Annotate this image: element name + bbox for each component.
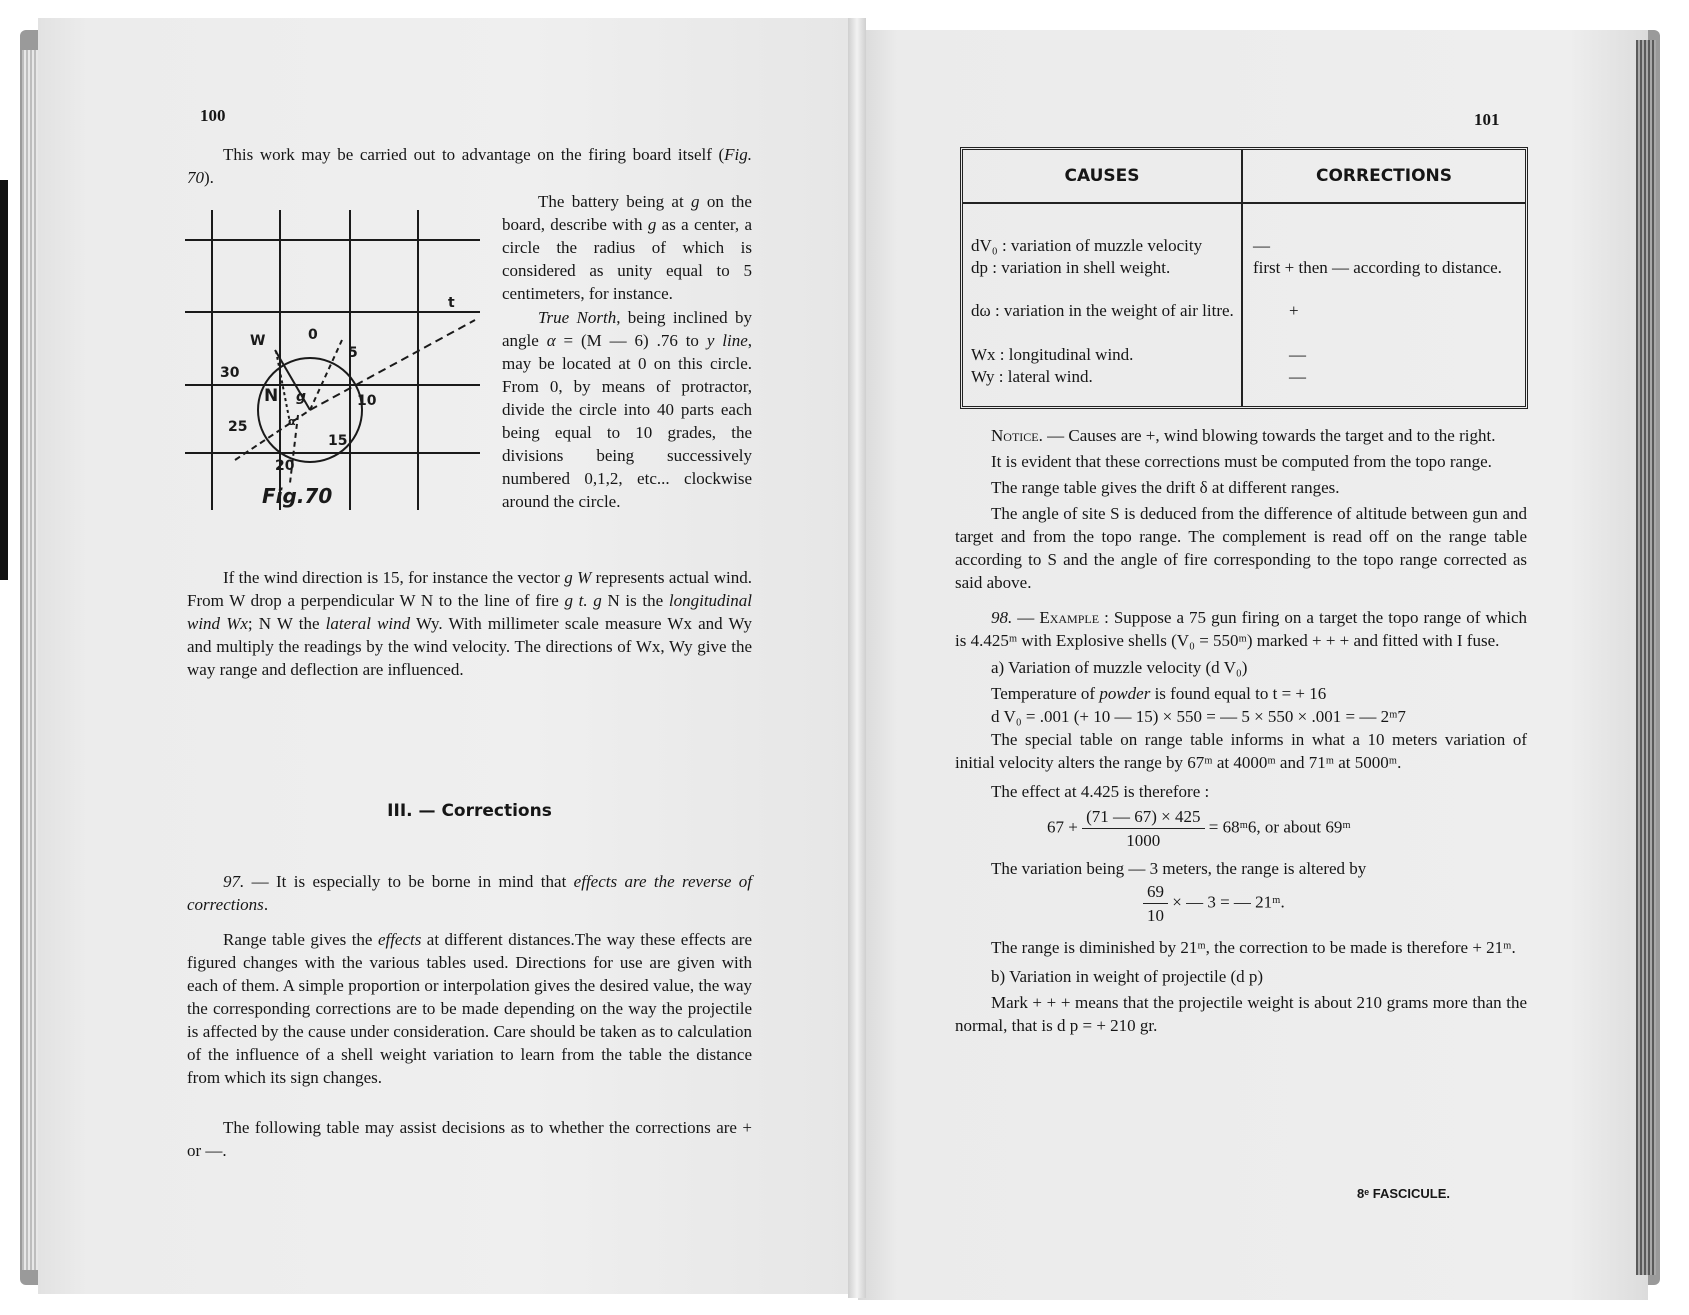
range-equation: $\frac{69}{10}$ × — 3 = — 21ᵐ. xyxy=(955,880,1527,926)
page-number-left: 100 xyxy=(200,106,226,125)
table-correction: — xyxy=(1289,367,1306,386)
battery-paragraph: The battery being at g on the board, describe with g as a center, a circle the radius of which is considered as unity equal to 5 centimeters, for instance. True North, being inclined by angle α = (M — 6) .76 to y line, may be located at 0 on this circle. From 0, by means of protractor, divide the circle into 40 parts each being equal to 10 grades, the divisions being successively numbered 0,1,2, etc... clockwise around the circle. xyxy=(502,192,753,511)
label-n: N xyxy=(264,386,279,406)
drift-paragraph: The range table gives the drift δ at different ranges. xyxy=(991,478,1340,497)
table-correction: first + then — according to distance. xyxy=(1253,258,1502,277)
example-paragraph: 98. — Example : Suppose a 75 gun firing on a target the topo range of which is 4.425ᵐ with Explosive shells (V₀ = 550ᵐ) marked + + + and fitted with I fuse. xyxy=(955,608,1527,650)
label-20: 20 xyxy=(275,458,295,474)
sub-b-heading: b) Variation in weight of projectile (d p) xyxy=(991,967,1264,986)
notice-paragraph: Notice. — Causes are +, wind blowing towards the target and to the right. xyxy=(991,426,1496,445)
section-heading: III. — Corrections xyxy=(387,801,552,821)
label-15: 15 xyxy=(328,433,348,449)
table-correction: + xyxy=(1289,301,1299,320)
right-page-edges xyxy=(1636,40,1656,1275)
label-5: 5 xyxy=(348,345,358,361)
range-table-paragraph: Range table gives the effects at different distances.The way these effects are figured changes with the various tables used. Directions for use are given with each of them. A simple proportion or interpolation gives the desired value, the way the corresponding corrections are to be made depending on the way the projectile is affected by the cause under consideration. Care should be taken as to calculation of the influence of a shell weight variation to learn from the table the distance from which its sign changes. xyxy=(187,930,752,1087)
table-correction: — xyxy=(1253,236,1270,255)
desk-edge xyxy=(0,180,8,580)
table-cause: dω : variation in the weight of air litre. xyxy=(971,301,1234,320)
intro-paragraph: This work may be carried out to advantage on the firing board itself (Fig. 70). xyxy=(187,145,752,187)
site-paragraph: The angle of site S is deduced from the difference of altitude between gun and target and from the topo range. The complement is read off on the range table according to S and the angle of fire corresponding to the topo range corrected as said above. xyxy=(955,504,1527,592)
special-table-paragraph: The special table on range table informs in what a 10 meters variation of initial velocity alters the range by 67ᵐ at 4000ᵐ and 71ᵐ at 5000ᵐ. xyxy=(955,730,1527,772)
table-column-divider xyxy=(1241,150,1243,406)
mark-paragraph: Mark + + + means that the projectile weight is about 210 grams more than the normal, that is d p = + 210 gr. xyxy=(955,993,1527,1035)
table-header-causes: CAUSES xyxy=(1064,166,1140,186)
label-30: 30 xyxy=(220,365,240,381)
label-t: t xyxy=(448,295,455,311)
evident-paragraph: It is evident that these corrections must be computed from the topo range. xyxy=(991,452,1492,471)
figure-70-diagram xyxy=(180,205,500,545)
causes-corrections-table xyxy=(960,147,1528,409)
label-w: W xyxy=(250,333,266,349)
right-page-body xyxy=(955,424,1527,1037)
label-10: 10 xyxy=(357,393,377,409)
label-0: 0 xyxy=(308,327,318,343)
diminished-paragraph: The range is diminished by 21ᵐ, the correction to be made is therefore + 21ᵐ. xyxy=(991,938,1516,957)
temperature-line: Temperature of powder is found equal to t = + 16 xyxy=(991,684,1327,703)
figure-caption: Fig.70 xyxy=(262,484,333,508)
sub-a-heading: a) Variation of muzzle velocity (d V₀) xyxy=(991,658,1248,677)
dv0-equation: d V₀ = .001 (+ 10 — 15) × 550 = — 5 × 550 × .001 = — 2ᵐ7 xyxy=(991,707,1406,726)
table-header-corrections: CORRECTIONS xyxy=(1315,166,1453,186)
label-25: 25 xyxy=(228,419,248,435)
true-north-line xyxy=(310,340,342,410)
table-cause: Wy : lateral wind. xyxy=(971,367,1093,386)
table-header-rule xyxy=(963,202,1525,204)
label-alpha: α xyxy=(288,415,296,428)
table-cause: Wx : longitudinal wind. xyxy=(971,345,1134,364)
table-cause: dp : variation in shell weight. xyxy=(971,258,1171,277)
book-spine xyxy=(848,18,866,1298)
paragraph-97: 97. — It is especially to be borne in mind that effects are the reverse of corrections. xyxy=(187,872,753,914)
following-paragraph: The following table may assist decisions as to whether the corrections are + or —. xyxy=(187,1118,752,1160)
wind-paragraph: If the wind direction is 15, for instance the vector g W represents actual wind. From W drop a perpendicular W N to the line of fire g t. g N is the longitudinal wind Wx; N W the lateral wind Wy. With millimeter scale measure Wx and Wy and multiply the readings by the wind velocity. The directions of Wx, Wy give the way range and deflection are influenced. xyxy=(187,568,753,679)
effect-equation: 67 + $\frac{(71 — 67) \times 425}{1000}$ = 68ᵐ6, or about 69ᵐ xyxy=(1047,807,1351,850)
table-correction: — xyxy=(1289,345,1306,364)
fascicule-footer: 8ᵉ FASCICULE. xyxy=(1357,1186,1451,1201)
label-g: g xyxy=(296,389,307,405)
effect-line: The effect at 4.425 is therefore : xyxy=(991,782,1210,801)
page-number-right: 101 xyxy=(1474,110,1500,129)
table-cause: dV₀ : variation of muzzle velocity xyxy=(971,236,1203,255)
variation-line: The variation being — 3 meters, the range is altered by xyxy=(991,859,1367,878)
